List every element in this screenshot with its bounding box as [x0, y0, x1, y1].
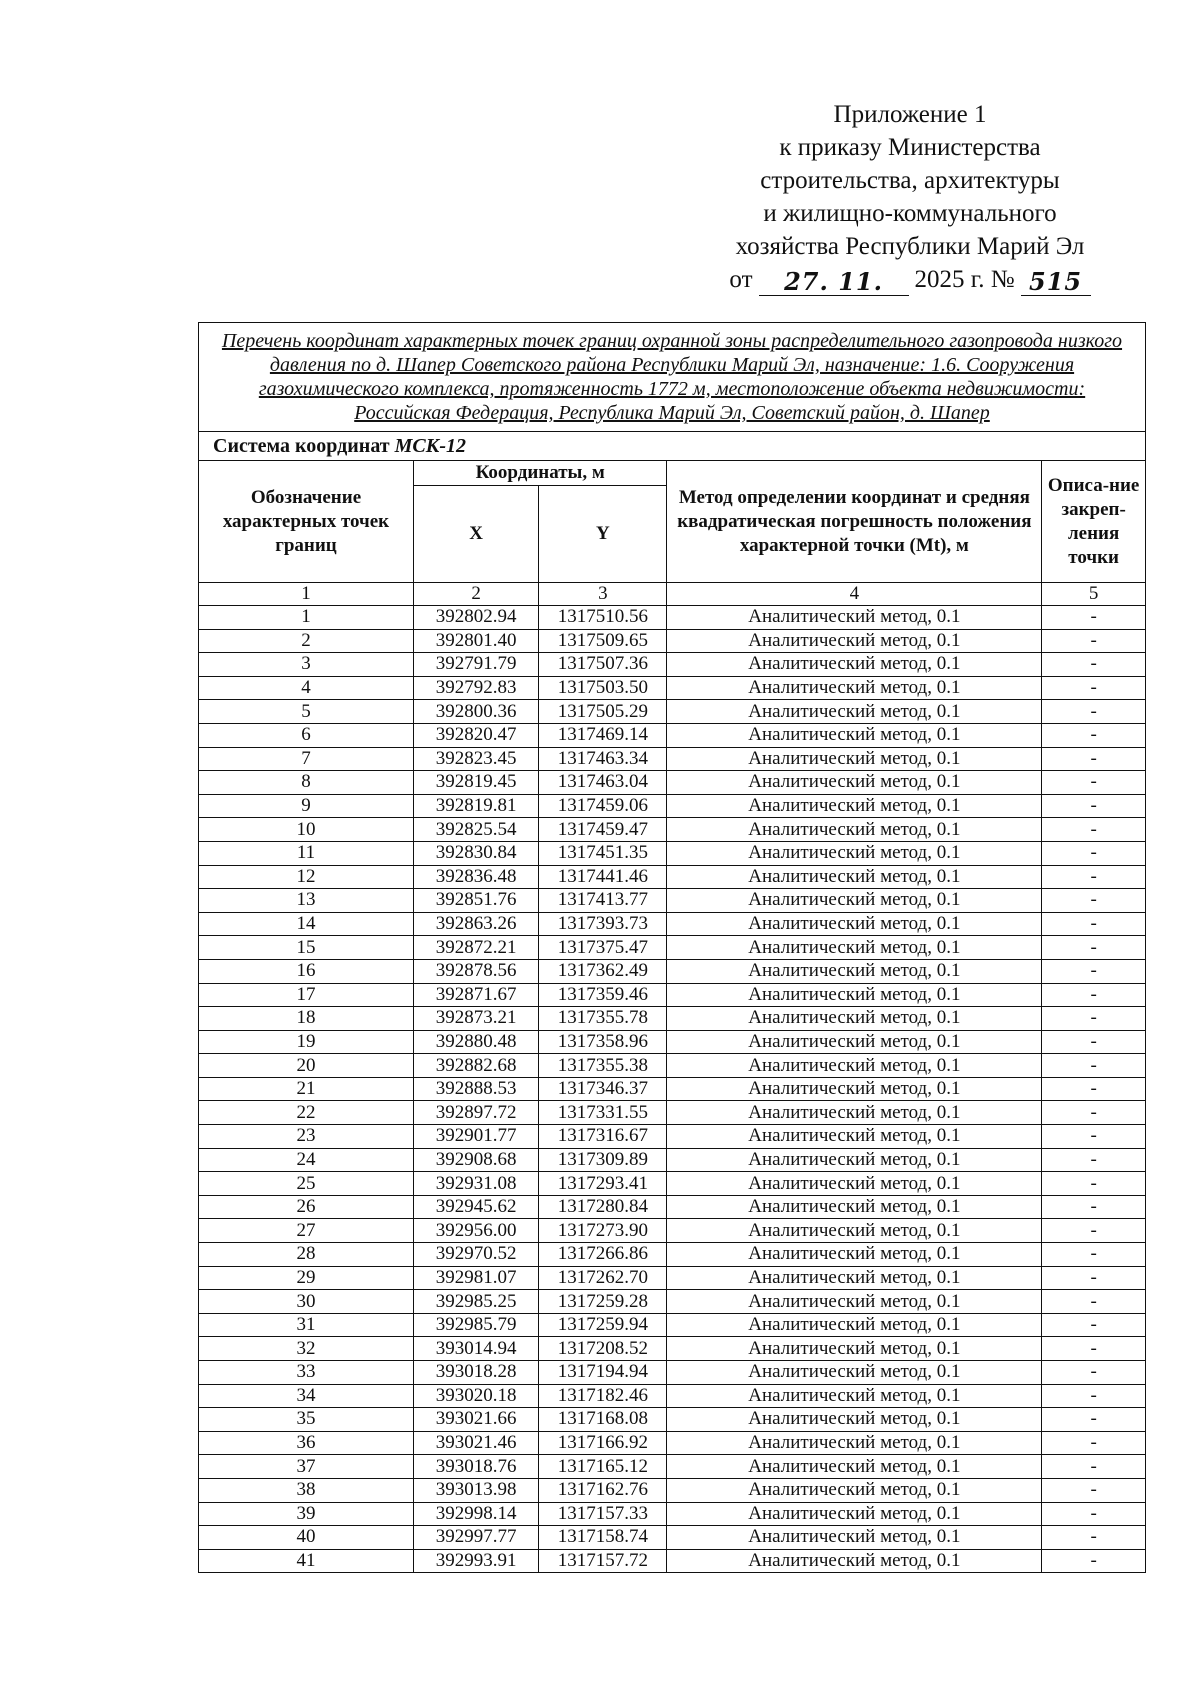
- cell-point: 10: [199, 818, 413, 842]
- cell-x: 392901.77: [413, 1125, 538, 1149]
- table-row: [199, 841, 1145, 865]
- cell-y: 1317359.46: [539, 983, 667, 1007]
- cell-method: Аналитический метод, 0.1: [667, 771, 1042, 795]
- cell-description: -: [1042, 1408, 1145, 1432]
- cell-point: 20: [199, 1054, 413, 1078]
- cell-y: 1317355.38: [539, 1054, 667, 1078]
- table-row: [199, 983, 1145, 1007]
- header-x: X: [413, 486, 538, 583]
- cell-x: 392836.48: [413, 865, 538, 889]
- cell-x: 392997.77: [413, 1526, 538, 1550]
- cell-x: 392819.81: [413, 794, 538, 818]
- cell-point: 37: [199, 1455, 413, 1479]
- cell-y: 1317459.47: [539, 818, 667, 842]
- cell-y: 1317469.14: [539, 723, 667, 747]
- cell-point: 7: [199, 747, 413, 771]
- cell-y: 1317165.12: [539, 1455, 667, 1479]
- cell-point: 31: [199, 1313, 413, 1337]
- cell-x: 393021.46: [413, 1431, 538, 1455]
- cell-x: 392823.45: [413, 747, 538, 771]
- cell-description: -: [1042, 629, 1145, 653]
- cell-method: Аналитический метод, 0.1: [667, 1549, 1042, 1572]
- cell-x: 392945.62: [413, 1195, 538, 1219]
- cell-description: -: [1042, 747, 1145, 771]
- cell-method: Аналитический метод, 0.1: [667, 1243, 1042, 1267]
- cell-y: 1317355.78: [539, 1007, 667, 1031]
- cell-description: -: [1042, 841, 1145, 865]
- cell-method: Аналитический метод, 0.1: [667, 1195, 1042, 1219]
- cell-method: Аналитический метод, 0.1: [667, 794, 1042, 818]
- cell-y: 1317293.41: [539, 1172, 667, 1196]
- date-prefix: от: [729, 266, 753, 293]
- cell-point: 11: [199, 841, 413, 865]
- cell-x: 392970.52: [413, 1243, 538, 1267]
- cell-description: -: [1042, 676, 1145, 700]
- coordinates-table: [199, 461, 1145, 1572]
- cell-description: -: [1042, 771, 1145, 795]
- header-point: Обозначение характерных точек границ: [199, 461, 413, 583]
- table-row: [199, 912, 1145, 936]
- cell-method: Аналитический метод, 0.1: [667, 1101, 1042, 1125]
- cell-y: 1317362.49: [539, 959, 667, 983]
- cell-method: Аналитический метод, 0.1: [667, 629, 1042, 653]
- cell-y: 1317503.50: [539, 676, 667, 700]
- cell-x: 392985.79: [413, 1313, 538, 1337]
- cell-method: Аналитический метод, 0.1: [667, 1502, 1042, 1526]
- cell-y: 1317459.06: [539, 794, 667, 818]
- cell-point: 8: [199, 771, 413, 795]
- table-row: [199, 1549, 1145, 1572]
- cell-point: 4: [199, 676, 413, 700]
- cell-x: 392897.72: [413, 1101, 538, 1125]
- cell-point: 19: [199, 1030, 413, 1054]
- cell-x: 392888.53: [413, 1077, 538, 1101]
- cell-point: 22: [199, 1101, 413, 1125]
- cell-method: Аналитический метод, 0.1: [667, 983, 1042, 1007]
- list-caption: Перечень координат характерных точек границ охранной зоны распределительного газопровода низкого давления по д. Шапер Советского района Республики Марий Эл, назначение: 1.6. Сооружения газохимического комплекса, протяженность 1772 м, местоположение объекта недвижимости: Российская Федерация, Республика Марий Эл, Советский район, д. Шапер: [199, 323, 1145, 432]
- cell-y: 1317259.28: [539, 1290, 667, 1314]
- cell-x: 392882.68: [413, 1054, 538, 1078]
- header-line: строительства, архитектуры: [760, 167, 1060, 194]
- cell-x: 393021.66: [413, 1408, 538, 1432]
- cell-y: 1317451.35: [539, 841, 667, 865]
- cell-y: 1317280.84: [539, 1195, 667, 1219]
- cell-method: Аналитический метод, 0.1: [667, 1148, 1042, 1172]
- cell-method: Аналитический метод, 0.1: [667, 1172, 1042, 1196]
- header-coords: Координаты, м: [413, 461, 667, 486]
- cell-x: 392998.14: [413, 1502, 538, 1526]
- cell-x: 392825.54: [413, 818, 538, 842]
- cell-method: Аналитический метод, 0.1: [667, 912, 1042, 936]
- cell-description: -: [1042, 1549, 1145, 1572]
- cell-point: 25: [199, 1172, 413, 1196]
- coordinate-system: [199, 432, 1145, 461]
- cell-x: 392956.00: [413, 1219, 538, 1243]
- cell-description: -: [1042, 1148, 1145, 1172]
- coordinates-document: [198, 322, 1146, 1573]
- table-row: [199, 606, 1145, 630]
- cell-point: 6: [199, 723, 413, 747]
- table-row: [199, 889, 1145, 913]
- cell-x: 392878.56: [413, 959, 538, 983]
- cell-method: Аналитический метод, 0.1: [667, 1313, 1042, 1337]
- table-row: [199, 1408, 1145, 1432]
- cell-y: 1317273.90: [539, 1219, 667, 1243]
- cell-description: -: [1042, 983, 1145, 1007]
- cell-method: Аналитический метод, 0.1: [667, 653, 1042, 677]
- cell-x: 392792.83: [413, 676, 538, 700]
- table-row: [199, 1125, 1145, 1149]
- cell-description: -: [1042, 936, 1145, 960]
- cell-description: -: [1042, 723, 1145, 747]
- cell-description: -: [1042, 1077, 1145, 1101]
- cell-point: 39: [199, 1502, 413, 1526]
- cell-point: 23: [199, 1125, 413, 1149]
- cell-y: 1317262.70: [539, 1266, 667, 1290]
- table-row: [199, 865, 1145, 889]
- table-row: [199, 1502, 1145, 1526]
- cell-method: Аналитический метод, 0.1: [667, 723, 1042, 747]
- cell-x: 392830.84: [413, 841, 538, 865]
- cell-point: 18: [199, 1007, 413, 1031]
- cell-point: 16: [199, 959, 413, 983]
- table-row: [199, 1101, 1145, 1125]
- cell-method: Аналитический метод, 0.1: [667, 606, 1042, 630]
- table-row: [199, 1054, 1145, 1078]
- cell-point: 2: [199, 629, 413, 653]
- header-line: к приказу Министерства: [779, 134, 1041, 161]
- cell-method: Аналитический метод, 0.1: [667, 1007, 1042, 1031]
- cell-y: 1317413.77: [539, 889, 667, 913]
- cell-y: 1317316.67: [539, 1125, 667, 1149]
- cell-point: 15: [199, 936, 413, 960]
- order-date-line: [690, 263, 1130, 296]
- cell-description: -: [1042, 1007, 1145, 1031]
- cell-method: Аналитический метод, 0.1: [667, 1219, 1042, 1243]
- cell-point: 13: [199, 889, 413, 913]
- cell-x: 392819.45: [413, 771, 538, 795]
- table-row: [199, 1030, 1145, 1054]
- cell-method: Аналитический метод, 0.1: [667, 1478, 1042, 1502]
- cell-method: Аналитический метод, 0.1: [667, 865, 1042, 889]
- cell-description: -: [1042, 1384, 1145, 1408]
- cell-x: 392801.40: [413, 629, 538, 653]
- cell-description: -: [1042, 1526, 1145, 1550]
- cell-description: -: [1042, 1125, 1145, 1149]
- cell-x: 392873.21: [413, 1007, 538, 1031]
- cell-y: 1317463.34: [539, 747, 667, 771]
- cell-x: 392800.36: [413, 700, 538, 724]
- cell-y: 1317168.08: [539, 1408, 667, 1432]
- cell-x: 392880.48: [413, 1030, 538, 1054]
- cell-method: Аналитический метод, 0.1: [667, 959, 1042, 983]
- table-row: [199, 1243, 1145, 1267]
- table-row: [199, 653, 1145, 677]
- cell-y: 1317157.72: [539, 1549, 667, 1572]
- cell-method: Аналитический метод, 0.1: [667, 1431, 1042, 1455]
- cell-y: 1317346.37: [539, 1077, 667, 1101]
- cell-method: Аналитический метод, 0.1: [667, 747, 1042, 771]
- cell-x: 393014.94: [413, 1337, 538, 1361]
- cell-y: 1317259.94: [539, 1313, 667, 1337]
- cell-description: -: [1042, 865, 1145, 889]
- table-row: [199, 1007, 1145, 1031]
- cell-point: 27: [199, 1219, 413, 1243]
- cell-method: Аналитический метод, 0.1: [667, 1030, 1042, 1054]
- table-row: [199, 936, 1145, 960]
- cell-x: 392981.07: [413, 1266, 538, 1290]
- cell-description: -: [1042, 1455, 1145, 1479]
- cell-y: 1317441.46: [539, 865, 667, 889]
- cell-method: Аналитический метод, 0.1: [667, 1125, 1042, 1149]
- cell-method: Аналитический метод, 0.1: [667, 1266, 1042, 1290]
- cell-description: -: [1042, 1030, 1145, 1054]
- cell-point: 36: [199, 1431, 413, 1455]
- cell-description: -: [1042, 1502, 1145, 1526]
- cell-x: 392863.26: [413, 912, 538, 936]
- cell-method: Аналитический метод, 0.1: [667, 1361, 1042, 1385]
- cell-description: -: [1042, 1172, 1145, 1196]
- column-number: 4: [667, 583, 1042, 606]
- table-row: [199, 1148, 1145, 1172]
- cell-point: 38: [199, 1478, 413, 1502]
- cell-method: Аналитический метод, 0.1: [667, 1054, 1042, 1078]
- table-row: [199, 1195, 1145, 1219]
- cell-point: 1: [199, 606, 413, 630]
- table-row: [199, 959, 1145, 983]
- cell-point: 24: [199, 1148, 413, 1172]
- table-row: [199, 1384, 1145, 1408]
- cell-method: Аналитический метод, 0.1: [667, 1290, 1042, 1314]
- cell-point: 40: [199, 1526, 413, 1550]
- table-row: [199, 1172, 1145, 1196]
- cell-y: 1317162.76: [539, 1478, 667, 1502]
- table-row: [199, 771, 1145, 795]
- cell-description: -: [1042, 794, 1145, 818]
- cell-x: 392908.68: [413, 1148, 538, 1172]
- cell-x: 392872.21: [413, 936, 538, 960]
- table-row: [199, 1290, 1145, 1314]
- cell-description: -: [1042, 1290, 1145, 1314]
- table-row: [199, 1478, 1145, 1502]
- cell-y: 1317358.96: [539, 1030, 667, 1054]
- cell-method: Аналитический метод, 0.1: [667, 1077, 1042, 1101]
- table-row: [199, 1337, 1145, 1361]
- cell-y: 1317509.65: [539, 629, 667, 653]
- cell-method: Аналитический метод, 0.1: [667, 676, 1042, 700]
- cell-x: 392820.47: [413, 723, 538, 747]
- cell-method: Аналитический метод, 0.1: [667, 818, 1042, 842]
- header-line: и жилищно-коммунального: [763, 200, 1057, 227]
- coordinate-system-label: Система координат: [213, 435, 390, 457]
- header-y: Y: [539, 486, 667, 583]
- cell-method: Аналитический метод, 0.1: [667, 1526, 1042, 1550]
- table-row: [199, 818, 1145, 842]
- cell-point: 41: [199, 1549, 413, 1572]
- cell-point: 21: [199, 1077, 413, 1101]
- cell-description: -: [1042, 912, 1145, 936]
- cell-x: 392791.79: [413, 653, 538, 677]
- cell-y: 1317510.56: [539, 606, 667, 630]
- cell-method: Аналитический метод, 0.1: [667, 841, 1042, 865]
- table-row: [199, 1266, 1145, 1290]
- cell-x: 393013.98: [413, 1478, 538, 1502]
- cell-point: 12: [199, 865, 413, 889]
- cell-y: 1317166.92: [539, 1431, 667, 1455]
- cell-description: -: [1042, 959, 1145, 983]
- cell-description: -: [1042, 1337, 1145, 1361]
- cell-method: Аналитический метод, 0.1: [667, 1455, 1042, 1479]
- cell-method: Аналитический метод, 0.1: [667, 936, 1042, 960]
- cell-description: -: [1042, 1101, 1145, 1125]
- table-row: [199, 747, 1145, 771]
- table-row: [199, 629, 1145, 653]
- table-row: [199, 676, 1145, 700]
- cell-x: 392871.67: [413, 983, 538, 1007]
- header-method: Метод определении координат и средняя квадратическая погрешность положения характерной точки (Mt), м: [667, 461, 1042, 583]
- header-line: Приложение 1: [833, 101, 987, 128]
- cell-description: -: [1042, 889, 1145, 913]
- table-body: [199, 606, 1145, 1573]
- table-row: [199, 1361, 1145, 1385]
- cell-y: 1317157.33: [539, 1502, 667, 1526]
- cell-description: -: [1042, 606, 1145, 630]
- cell-method: Аналитический метод, 0.1: [667, 1408, 1042, 1432]
- cell-description: -: [1042, 818, 1145, 842]
- cell-y: 1317463.04: [539, 771, 667, 795]
- cell-x: 393020.18: [413, 1384, 538, 1408]
- header-line: хозяйства Республики Марий Эл: [735, 233, 1085, 260]
- cell-y: 1317375.47: [539, 936, 667, 960]
- column-number: 3: [539, 583, 667, 606]
- date-year: 2025 г. №: [914, 266, 1015, 293]
- handwritten-date: 27. 11.: [759, 269, 909, 296]
- cell-y: 1317505.29: [539, 700, 667, 724]
- cell-description: -: [1042, 1478, 1145, 1502]
- cell-point: 32: [199, 1337, 413, 1361]
- cell-point: 17: [199, 983, 413, 1007]
- cell-y: 1317182.46: [539, 1384, 667, 1408]
- column-number: 2: [413, 583, 538, 606]
- cell-description: -: [1042, 1243, 1145, 1267]
- cell-method: Аналитический метод, 0.1: [667, 700, 1042, 724]
- table-row: [199, 1077, 1145, 1101]
- cell-y: 1317507.36: [539, 653, 667, 677]
- table-row: [199, 794, 1145, 818]
- cell-y: 1317266.86: [539, 1243, 667, 1267]
- column-number: 5: [1042, 583, 1145, 606]
- cell-description: -: [1042, 653, 1145, 677]
- header-description: Описа-ние закреп-ления точки: [1042, 461, 1145, 583]
- table-row: [199, 1526, 1145, 1550]
- cell-x: 392851.76: [413, 889, 538, 913]
- cell-point: 29: [199, 1266, 413, 1290]
- cell-y: 1317393.73: [539, 912, 667, 936]
- cell-x: 393018.76: [413, 1455, 538, 1479]
- table-row: [199, 1431, 1145, 1455]
- cell-description: -: [1042, 1431, 1145, 1455]
- cell-description: -: [1042, 1219, 1145, 1243]
- cell-y: 1317194.94: [539, 1361, 667, 1385]
- cell-description: -: [1042, 1266, 1145, 1290]
- cell-point: 28: [199, 1243, 413, 1267]
- cell-description: -: [1042, 1195, 1145, 1219]
- cell-point: 30: [199, 1290, 413, 1314]
- cell-y: 1317208.52: [539, 1337, 667, 1361]
- cell-point: 34: [199, 1384, 413, 1408]
- cell-method: Аналитический метод, 0.1: [667, 1384, 1042, 1408]
- cell-point: 9: [199, 794, 413, 818]
- cell-x: 392985.25: [413, 1290, 538, 1314]
- cell-y: 1317309.89: [539, 1148, 667, 1172]
- cell-point: 5: [199, 700, 413, 724]
- column-number: 1: [199, 583, 413, 606]
- cell-x: 392802.94: [413, 606, 538, 630]
- table-row: [199, 700, 1145, 724]
- cell-y: 1317331.55: [539, 1101, 667, 1125]
- cell-point: 14: [199, 912, 413, 936]
- coordinate-system-value: МСК-12: [394, 435, 466, 457]
- column-number-row: [199, 583, 1145, 606]
- table-row: [199, 723, 1145, 747]
- handwritten-order-number: 515: [1021, 269, 1091, 296]
- cell-x: 393018.28: [413, 1361, 538, 1385]
- cell-method: Аналитический метод, 0.1: [667, 1337, 1042, 1361]
- table-row: [199, 1313, 1145, 1337]
- cell-point: 26: [199, 1195, 413, 1219]
- cell-point: 35: [199, 1408, 413, 1432]
- cell-description: -: [1042, 700, 1145, 724]
- cell-description: -: [1042, 1054, 1145, 1078]
- cell-x: 392993.91: [413, 1549, 538, 1572]
- cell-point: 3: [199, 653, 413, 677]
- cell-description: -: [1042, 1313, 1145, 1337]
- table-row: [199, 1455, 1145, 1479]
- cell-x: 392931.08: [413, 1172, 538, 1196]
- cell-method: Аналитический метод, 0.1: [667, 889, 1042, 913]
- cell-point: 33: [199, 1361, 413, 1385]
- cell-description: -: [1042, 1361, 1145, 1385]
- appendix-header: [690, 98, 1130, 296]
- table-row: [199, 1219, 1145, 1243]
- cell-y: 1317158.74: [539, 1526, 667, 1550]
